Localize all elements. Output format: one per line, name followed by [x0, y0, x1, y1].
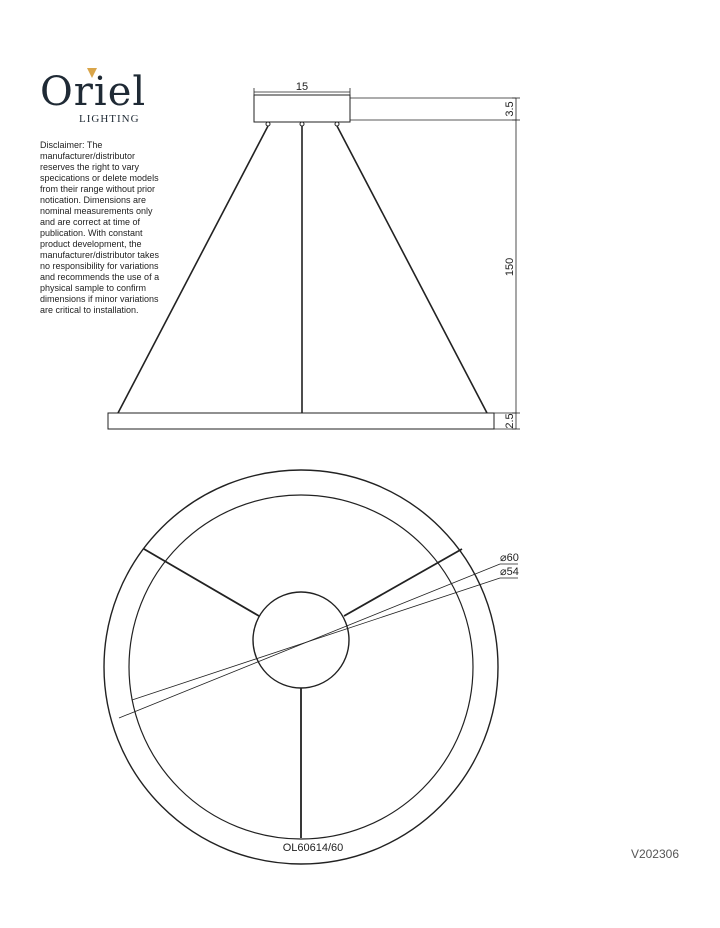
- canopy-hook-left: [266, 122, 270, 126]
- ring-side: [108, 413, 494, 429]
- dim-ring-height: 2.5: [504, 413, 516, 429]
- suspension-wire-left: [118, 126, 268, 413]
- suspension-wire-right: [337, 126, 487, 413]
- dim-inner-diameter: ⌀54: [500, 566, 519, 578]
- brand-name: Oriel: [40, 69, 147, 115]
- version-code: V202306: [630, 847, 679, 861]
- dim-canopy-height: 3.5: [504, 101, 516, 117]
- brand-sub: LIGHTING: [79, 113, 140, 125]
- center-canopy-plan: [253, 592, 349, 688]
- canopy: [254, 95, 350, 122]
- dim-canopy-width: 15: [295, 81, 309, 93]
- dim-drop: 150: [504, 257, 516, 277]
- spoke-left: [144, 549, 259, 616]
- model-number: OL60614/60: [282, 842, 344, 854]
- disclaimer-text: Disclaimer: The manufacturer/distributor reserves the right to vary specications or delete models from their range without prior notication. Dimensions are nominal measurements only and are correct at time of publication. With constant product development, the manufacturer/distributor takes no responsibility for variations and recommends the use of a physical sample to confirm dimensions if minor variations are critical to installation.: [40, 140, 160, 315]
- canopy-hook-right: [335, 122, 339, 126]
- spoke-right: [344, 549, 462, 616]
- leader-inner-diameter: [132, 578, 500, 700]
- dim-outer-diameter: ⌀60: [500, 552, 519, 564]
- canopy-hook-center: [300, 122, 304, 126]
